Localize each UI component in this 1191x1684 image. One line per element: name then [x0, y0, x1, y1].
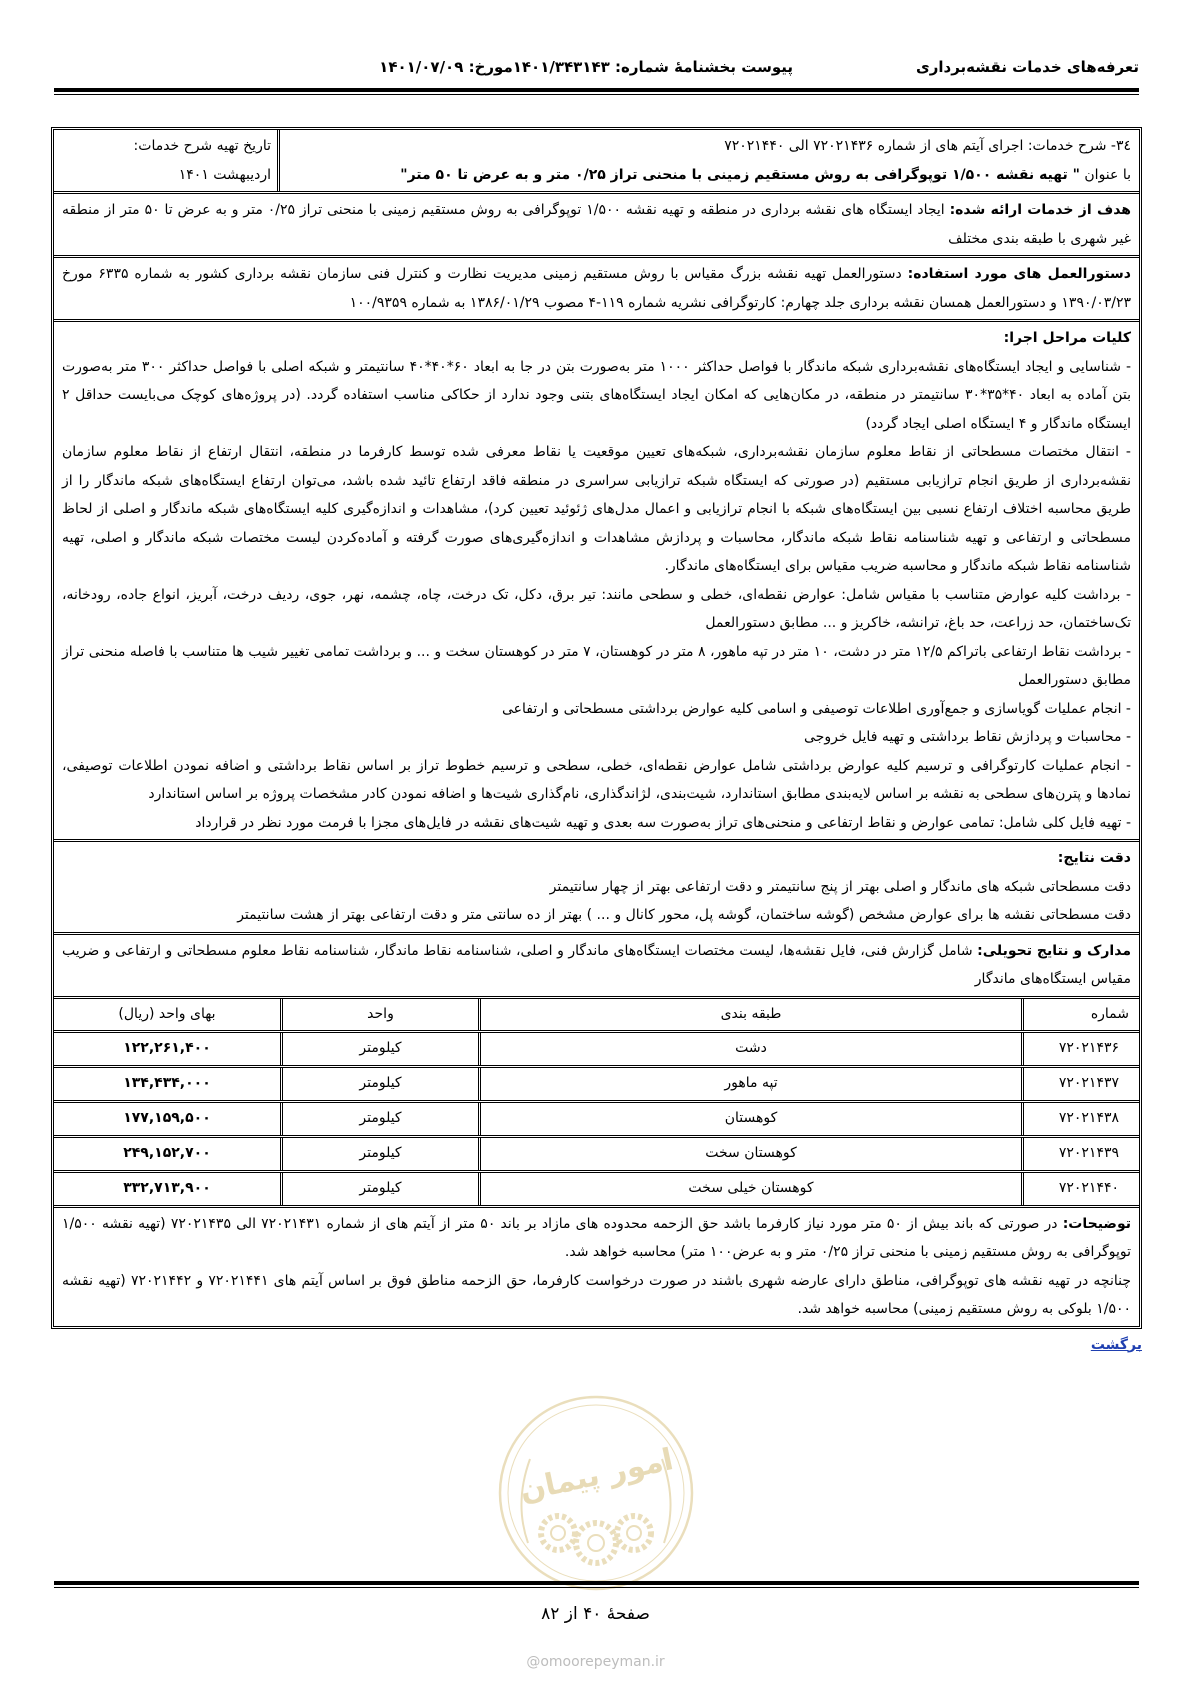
steps-label: کلیات مراحل اجرا: — [1003, 330, 1131, 346]
item-price: ۲۴۹,۱۵۲,۷۰۰ — [123, 1144, 211, 1161]
step-item: - انجام عملیات کارتوگرافی و ترسیم کلیه عوارض برداشتی شامل عوارض نقطه‌ای، خطی، سطحی و ترسیم خطوط تراز بر اساس نقاط برداشتی و اضافه نمودن اطلاعات توصیفی، نمادها و پترن‌های سطحی به نقشه بر اساس لایه‌بندی مطابق استاندارد، شیت‌بندی، لژاندگذاری، نام‌گذاری شیت‌ها و اضافه نمودن کادر مشخصات پروژه بر اساس استاندارد — [62, 757, 1131, 802]
instructions-row — [54, 258, 1139, 322]
item-number: ۷۲۰۲۱۴۳۹ — [1021, 1138, 1139, 1170]
header-rule — [54, 88, 1139, 95]
item-price: ۱۷۷,۱۵۹,۵۰۰ — [123, 1109, 211, 1126]
notes-paragraph — [62, 1210, 1131, 1267]
accuracy-item: دقت مسطحاتی نقشه ها برای عوارض مشخص (گوشه ساختمان، گوشه پل، محور کانال و ... ) بهتر از ده سانتی متر و دقت ارتفاعی بهتر از هشت سانتیمتر — [237, 907, 1131, 923]
item-unit: کیلومتر — [280, 1033, 478, 1065]
item-classification: کوهستان — [478, 1103, 1021, 1135]
goal-row — [54, 194, 1139, 258]
accuracy-item: دقت مسطحاتی شبکه های ماندگار و اصلی بهتر از پنج سانتیمتر و دقت ارتفاعی بهتر از چهار سانتیمتر — [549, 878, 1131, 895]
gear-icon — [576, 1523, 616, 1563]
header-unit-price: بهای واحد (ریال) — [118, 1005, 216, 1022]
item-classification: کوهستان خیلی سخت — [478, 1173, 1021, 1205]
deliverables-row — [54, 935, 1139, 999]
table-row — [54, 1103, 1139, 1138]
item-classification: کوهستان سخت — [478, 1138, 1021, 1170]
accuracy-label: دقت نتایج: — [1057, 850, 1131, 866]
item-number: ۷۲۰۲۱۴۴۰ — [1021, 1173, 1139, 1205]
service-description-cell — [277, 130, 1139, 191]
step-item: - انتقال مختصات مسطحاتی از نقاط معلوم سازمان نقشه‌برداری، شبکه‌های تعیین موقعیت یا نقاط معرفی شده توسط کارفرما در منطقه، انتقال ارتفاع از نقاط معلوم سازمان نقشه‌برداری از طریق انجام ترازیابی مستقیم (در صورتی که ایستگاه شبکه ترازیابی سراسری در منطقه فاقد ارتفاع تائید شده باشد، می‌توان ارتفاع ایستگاه‌های شبکه ماندگار را از طریق محاسبه اختلاف ارتفاع نسبی بین ایستگاه‌های شبکه با انجام ترازیابی و اعمال مدل‌های ژئوئید تعیین کرد)، مشاهدات و اندازه‌گیری کلیه ایستگاه‌های شبکه ماندگار و اصلی از لحاظ مسطحاتی و ارتفاعی و تهیه شناسنامه نقاط شبکه ماندگار، محاسبات و پردازش مشاهدات و اندازه‌گیری‌های صورت گرفته و آماده‌کردن لیست مختصات شبکه ماندگار و اصلی، تهیه شناسنامه نقاط شبکه ماندگار و محاسبه ضریب مقیاس برای ایستگاه‌های ماندگار. — [62, 444, 1131, 574]
document-series-title: تعرفه‌های خدمات نقشه‌برداری — [915, 58, 1139, 76]
price-table-header — [54, 999, 1139, 1033]
goal-label: هدف از خدمات ارائه شده: — [949, 202, 1132, 218]
footer-rule — [54, 1581, 1139, 1588]
item-unit: کیلومتر — [280, 1138, 478, 1170]
item-unit: کیلومتر — [280, 1103, 478, 1135]
page-number: صفحهٔ ۴۰ از ۸۲ — [541, 1604, 650, 1624]
step-item: - انجام عملیات گویاسازی و جمع‌آوری اطلاعات توصیفی و اسامی کلیه عوارض برداشتی مسطحاتی و ارتفاعی — [502, 700, 1131, 717]
service-title-prefix: با عنوان — [1079, 166, 1131, 183]
table-row — [54, 1138, 1139, 1173]
table-row — [54, 1173, 1139, 1208]
item-number: ۷۲۰۲۱۴۳۷ — [1021, 1068, 1139, 1100]
notes-row — [54, 1208, 1139, 1326]
item-price: ۱۲۲,۲۶۱,۴۰۰ — [123, 1039, 211, 1056]
service-sheet — [51, 127, 1142, 1355]
service-description: ٣٤- شرح خدمات: اجرای آیتم های از شماره ۷۲۰۲۱۴۳۶ الی ۷۲۰۲۱۴۴۰ — [724, 138, 1131, 154]
item-classification: تپه ماهور — [478, 1068, 1021, 1100]
circular-reference: پیوست بخشنامهٔ شماره: ۱۴۰۱/۳۴۳۱۴۳مورخ: ۱۴۰۱/۰۷/۰۹ — [379, 58, 793, 76]
step-item: - برداشت نقاط ارتفاعی باتراکم ۱۲/۵ متر در دشت، ۱۰ متر در تپه ماهور، ۸ متر در کوهستان، ۷ متر در کوهستان سخت و ... و برداشت تمامی تغییر شیب ها متناسب با فاصله منحنی تراز مطابق دستورالعمل — [62, 643, 1131, 688]
service-date-value: اردیبهشت ۱۴۰۱ — [178, 166, 271, 183]
service-date-cell — [54, 130, 277, 191]
accuracy-row — [54, 842, 1139, 935]
header-number: شماره — [1021, 999, 1139, 1030]
goal-text: ایجاد ایستگاه های نقشه برداری در منطقه و تهیه نقشه ۱/۵۰۰ توپوگرافی به روش مستقیم زمینی با منحنی تراز ۰/۲۵ متر و به عرض تا ۵۰ متر از منطقه غیر شهری با طبقه بندی مختلف — [62, 202, 1131, 247]
step-item: - محاسبات و پردازش نقاط برداشتی و تهیه فایل خروجی — [804, 729, 1131, 745]
logo-lettering: امور پیمان — [516, 1442, 677, 1509]
gear-icon — [617, 1516, 651, 1550]
service-date-label: تاریخ تهیه شرح خدمات: — [133, 138, 271, 154]
deliverables-label: مدارک و نتایج تحویلی: — [977, 942, 1131, 959]
item-price: ۱۳۴,۴۳۴,۰۰۰ — [123, 1074, 211, 1091]
gear-hub — [627, 1526, 641, 1540]
item-price: ۳۳۲,۷۱۳,۹۰۰ — [123, 1179, 211, 1196]
watermark-site-url: @omoorepeyman.ir — [526, 1654, 665, 1670]
instructions-label: دستورالعمل های مورد استفاده: — [907, 266, 1131, 282]
gear-hub — [551, 1526, 565, 1540]
table-row — [54, 1068, 1139, 1103]
header-unit: واحد — [280, 999, 478, 1030]
service-title-line — [288, 161, 1131, 190]
gear-icon — [541, 1516, 575, 1550]
item-number: ۷۲۰۲۱۴۳۸ — [1021, 1103, 1139, 1135]
header-classification: طبقه بندی — [478, 999, 1021, 1030]
table-row — [54, 1033, 1139, 1068]
service-header-row — [54, 130, 1139, 194]
notes-paragraph-2: چنانچه در تهیه نقشه های توپوگرافی، مناطق دارای عارضه شهری باشند در صورت درخواست کارفرما، حق الزحمه مناطق فوق بر اساس آیتم های ۷۲۰۲۱۴۴۱ و ۷۲۰۲۱۴۴۲ (تهیه نقشه ۱/۵۰۰ بلوکی به روش مستقیم زمینی) محاسبه خواهد شد. — [62, 1272, 1131, 1317]
instructions-text: دستورالعمل تهیه نقشه بزرگ مقیاس با روش مستقیم زمینی مدیریت نظارت و کنترل فنی سازمان نقشه برداری کشور به شماره ۶۳۳۵ مورخ ۱۳۹۰/۰۳/۲۳ و دستورالعمل همسان نقشه برداری جلد چهارم: کارتوگرافی نشریه شماره ۱۱۹-۴ مصوب ۱۳۸۶/۰۱/۲۹ به شماره ۱۰۰/۹۳۵۹ — [62, 266, 1131, 311]
item-unit: کیلومتر — [280, 1068, 478, 1100]
gear-hub — [588, 1535, 604, 1551]
back-link[interactable]: برگشت — [1090, 1336, 1142, 1353]
notes-label: توضیحات: — [1062, 1215, 1131, 1232]
deliverables-text: شامل گزارش فنی، فایل نقشه‌ها، لیست مختصات ایستگاه‌های ماندگار و اصلی، شناسنامه نقاط ماندگار، شناسنامه نقاط معلوم مسطحاتی و ارتفاعی و ضریب مقیاس ایستگاه‌های ماندگار — [62, 942, 1131, 987]
step-item: - تهیه فایل کلی شامل: تمامی عوارض و نقاط ارتفاعی و منحنی‌های تراز به‌صورت سه بعدی و تهیه شیت‌های نقشه در فایل‌های مجزا با فرمت مورد نظر در قرارداد — [195, 814, 1131, 831]
step-item: - برداشت کلیه عوارض متناسب با مقیاس شامل: عوارض نقطه‌ای، خطی و سطحی مانند: تیر برق، دکل، تک درخت، چاه، چشمه، نهر، جوی، ردیف درخت، آبریز، انواع جاده، رودخانه، تک‌ساختمان، حد زراعت، حد باغ، ترانشه، خاکریز و ... مطابق دستورالعمل — [62, 586, 1131, 631]
service-sheet-table — [51, 127, 1142, 1329]
item-number: ۷۲۰۲۱۴۳۶ — [1021, 1033, 1139, 1065]
step-item: - شناسایی و ایجاد ایستگاه‌های نقشه‌برداری شبکه ماندگار با فواصل حداکثر ۱۰۰۰ متر به‌صورت بتن در جا به ابعاد ۶۰*۴۰*۴۰ سانتیمتر و شبکه اصلی با فواصل حداکثر ۳۰۰ متر به‌صورت بتن آماده به ابعاد ۴۰*۳۵*۳۰ سانتیمتر در منطقه، در مکان‌هایی که امکان ایجاد ایستگاه‌های بتنی وجود ندارد از حکاکی مناسب استفاده گردد. (در پروژه‌های کوچک می‌بایست حداقل ۲ ایستگاه ماندگار و ۴ ایستگاه اصلی ایجاد گردد) — [62, 358, 1132, 432]
service-title: " تهیه نقشه ۱/۵۰۰ توپوگرافی به روش مستقیم زمینی با منحنی تراز ۰/۲۵ متر و به عرض تا ۵۰ متر" — [400, 166, 1080, 183]
item-unit: کیلومتر — [280, 1173, 478, 1205]
item-classification: دشت — [478, 1033, 1021, 1065]
notes-text: در صورتی که باند بیش از ۵۰ متر مورد نیاز کارفرما باشد حق الزحمه محدوده های مازاد بر باند ۵۰ متر از آیتم های از شماره ۷۲۰۲۱۴۳۱ الی ۷۲۰۲۱۴۳۵ (تهیه نقشه ۱/۵۰۰ توپوگرافی به روش مستقیم زمینی با منحنی تراز ۰/۲۵ متر و به عرض۱۰۰ متر) محاسبه خواهد شد. — [62, 1215, 1131, 1260]
watermark-logo — [496, 1393, 696, 1593]
steps-row — [54, 322, 1139, 842]
